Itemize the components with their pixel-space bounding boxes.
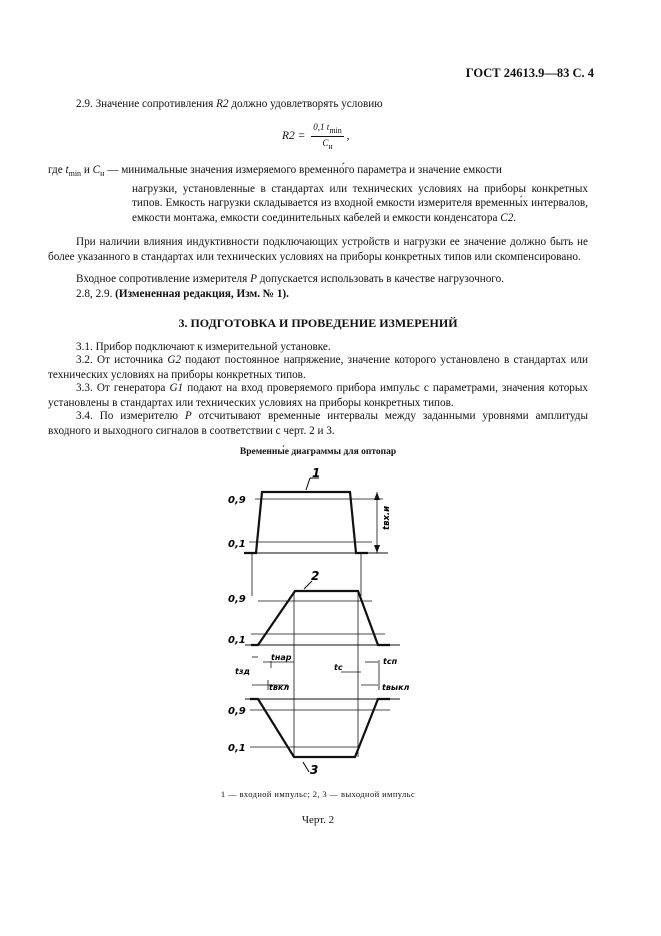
paragraph-inductance: При наличии влияния индуктивности подключающих устройств и нагрузки ее значение должно быть не более указанного в стандартах или технических условиях на приборы конкретных типов или скомпенсировано. [48, 236, 588, 263]
where-definition: где $t_{min}$ и $C_н$ — минимальные значения измеряемого временно́го параметра и значение емкости нагрузки, установленные в стандартах или технических условиях на приборы конкретных типов. Емкость нагрузки складывается из входной емкости измерителя временны́х интервалов, емкости монтажа, емкости соединительных кабелей и емкости конденсатора C2. [48, 164, 588, 225]
label-01-out2: 0,1 [228, 635, 246, 646]
paragraph-input-resistance: Входное сопротивление измерителя P допускается использовать в качестве нагрузочного. [76, 273, 504, 285]
label-tvykl: tвыкл [382, 683, 410, 692]
figure-caption: 1 — входной импульс; 2, 3 — выходной импульс [220, 789, 416, 799]
output-pulse-3 [250, 699, 390, 757]
figure-title: Временны́е диаграммы для оптопар [239, 447, 397, 457]
page-header: ГОСТ 24613.9—83 С. 4 [465, 66, 594, 80]
curve-label-3: 3 [310, 763, 319, 777]
label-tvkl: tвкл [269, 683, 290, 692]
label-09-out3: 0,9 [228, 706, 246, 717]
section-title: 3. ПОДГОТОВКА И ПРОВЕДЕНИЕ ИЗМЕРЕНИЙ [178, 316, 458, 330]
leader-3 [303, 762, 309, 772]
label-tbxu: tвх.и [382, 505, 392, 530]
paragraph-3-1: 3.1. Прибор подключают к измерительной установке. [76, 341, 331, 353]
curve-label-1: 1 [312, 466, 321, 480]
paragraph-2-9: 2.9. Значение сопротивления R2 должно удовлетворять условию [76, 98, 383, 110]
label-09-input: 0,9 [228, 495, 246, 506]
paragraph-edit-note: 2.8, 2.9. (Измененная редакция, Изм. № 1). [76, 288, 289, 300]
figure-number: Черт. 2 [301, 814, 335, 826]
label-tzd: tзд [235, 667, 250, 676]
paragraph-3-4: 3.4. По измерителю P отсчитывают временные интервалы между заданными уровнями амплитуды входного и выходного сигналов в соответствии с черт. 2 и 3. [48, 410, 588, 437]
output-pulse-2 [251, 591, 390, 645]
leader-1 [306, 478, 310, 490]
label-tnar: tнар [271, 653, 292, 662]
label-tc: tс [334, 663, 343, 672]
label-01-input: 0,1 [228, 539, 246, 550]
label-09-out2: 0,9 [228, 594, 246, 605]
input-pulse [244, 492, 368, 553]
formula-r2: R2 = $\frac{0,1 t_{min}}{C_н}$ , [282, 122, 350, 151]
curve-label-2: 2 [311, 569, 320, 583]
label-01-out3: 0,1 [228, 743, 246, 754]
paragraph-3-2: 3.2. От источника G2 подают постоянное напряжение, значение которого установлено в стандартах или технических условиях на приборы конкретных типов. [48, 354, 588, 381]
paragraph-3-3: 3.3. От генератора G1 подают на вход проверяемого прибора импульс с параметрами, значения которых установлены в стандартах или технических условиях на приборы конкретных типов. [48, 382, 588, 409]
label-tsp: tсп [383, 657, 398, 666]
